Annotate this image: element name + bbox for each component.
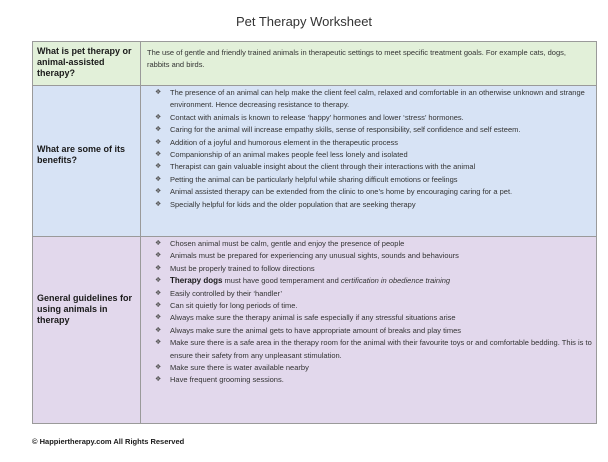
list-item: ❖ Make sure there is a safe area in the therapy room for the animal with their favourite toys or and comfortable bedding. This is to ensure their safety from any unpleasant stimulation. <box>155 338 592 360</box>
diamond-bullet-icon: ❖ <box>155 264 162 272</box>
list-item: ❖ Have frequent grooming sessions. <box>155 374 596 386</box>
guidelines-list <box>141 237 596 387</box>
list-item: ❖ Make sure there is water available nearby <box>155 362 596 374</box>
question-cell <box>33 86 141 237</box>
diamond-bullet-icon: ❖ <box>155 376 162 384</box>
diamond-bullet-icon: ❖ <box>155 314 162 322</box>
diamond-bullet-icon: ❖ <box>155 151 162 159</box>
list-item: ❖ Contact with animals is known to release ‘happy’ hormones and lower ‘stress’ hormones. <box>155 112 596 124</box>
question-cell <box>33 237 141 424</box>
answer-text: The use of gentle and friendly trained animals in therapeutic settings to meet specific treatment goals. For example cats, dogs, rabbits and birds. <box>147 48 566 69</box>
table-row <box>33 86 597 237</box>
diamond-bullet-icon: ❖ <box>155 252 162 260</box>
question-label: General guidelines for using animals in therapy <box>37 293 133 325</box>
list-item: ❖ Therapist can gain valuable insight about the client through their interactions with the animal <box>155 161 596 173</box>
diamond-bullet-icon: ❖ <box>155 277 162 285</box>
diamond-bullet-icon: ❖ <box>155 138 162 146</box>
list-item: ❖ Easily controlled by their ‘handler’ <box>155 288 596 300</box>
list-item: ❖ Specially helpful for kids and the older population that are seeking therapy <box>155 199 596 211</box>
list-item: ❖ Chosen animal must be calm, gentle and enjoy the presence of people <box>155 238 596 250</box>
answer-cell <box>141 42 597 86</box>
list-item: ❖ Can sit quietly for long periods of time. <box>155 300 596 312</box>
diamond-bullet-icon: ❖ <box>155 113 162 121</box>
diamond-bullet-icon: ❖ <box>155 126 162 134</box>
list-item: ❖ Always make sure the animal gets to have appropriate amount of breaks and play times <box>155 325 596 337</box>
benefits-list <box>141 86 596 211</box>
diamond-bullet-icon: ❖ <box>155 364 162 372</box>
diamond-bullet-icon: ❖ <box>155 339 162 347</box>
list-item: ❖ Must be properly trained to follow directions <box>155 263 596 275</box>
diamond-bullet-icon: ❖ <box>155 200 162 208</box>
answer-cell <box>141 237 597 424</box>
diamond-bullet-icon: ❖ <box>155 89 162 96</box>
list-item: ❖ Animal assisted therapy can be extended from the clinic to one’s home by encouraging caring for a pet. <box>155 186 596 198</box>
diamond-bullet-icon: ❖ <box>155 326 162 334</box>
question-label: What are some of its benefits? <box>37 144 126 165</box>
diamond-bullet-icon: ❖ <box>155 302 162 310</box>
list-item: ❖ Always make sure the therapy animal is safe especially if any stressful situations arise <box>155 312 596 324</box>
list-item: ❖ Therapy dogs must have good temperament and certification in obedience training <box>155 275 596 287</box>
certification-emphasis: certification in obedience training <box>340 276 451 286</box>
list-item: ❖ Addition of a joyful and humorous element in the therapeutic process <box>155 137 596 149</box>
diamond-bullet-icon: ❖ <box>155 240 162 247</box>
list-item: ❖ Caring for the animal will increase empathy skills, sense of responsibility, self confidence and self esteem. <box>155 124 596 136</box>
diamond-bullet-icon: ❖ <box>155 188 162 196</box>
copyright-footer: © Happiertherapy.com All Rights Reserved <box>32 437 185 446</box>
table-row <box>33 42 597 86</box>
list-item: ❖ Animals must be prepared for experiencing any unusual sights, sounds and behaviours <box>155 250 596 262</box>
list-item: ❖ Companionship of an animal makes people feel less lonely and isolated <box>155 149 596 161</box>
list-item: ❖ Petting the animal can be particularly helpful while sharing difficult emotions or feelings <box>155 174 596 186</box>
worksheet-table <box>32 41 597 424</box>
diamond-bullet-icon: ❖ <box>155 175 162 183</box>
therapy-dogs-emphasis: Therapy dogs <box>170 276 223 286</box>
question-cell <box>33 42 141 86</box>
diamond-bullet-icon: ❖ <box>155 163 162 171</box>
question-label: What is pet therapy or animal-assisted therapy? <box>37 46 132 78</box>
diamond-bullet-icon: ❖ <box>155 289 162 297</box>
page-title: Pet Therapy Worksheet <box>235 14 373 29</box>
answer-cell <box>141 86 597 237</box>
list-item: ❖ The presence of an animal can help make the client feel calm, relaxed and comfortable in an otherwise unknown and strange environment. Hence decreasing resistance to therapy. <box>155 88 585 110</box>
table-row <box>33 237 597 424</box>
